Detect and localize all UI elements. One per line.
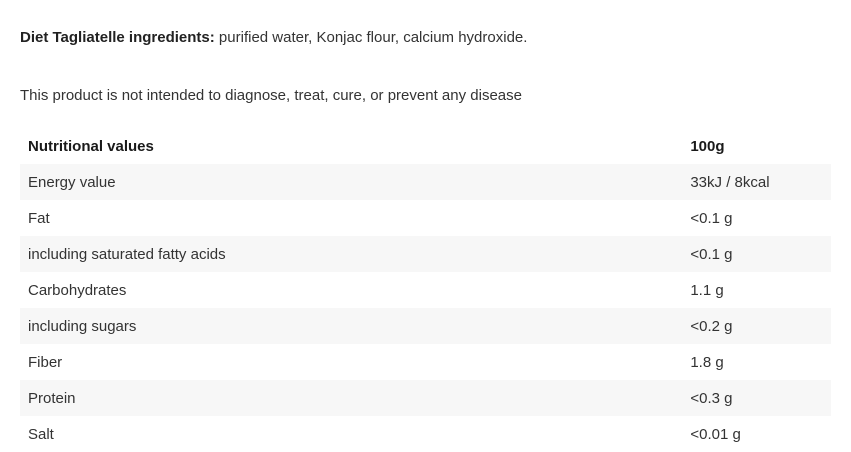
- ingredients-label: Diet Tagliatelle ingredients:: [20, 29, 215, 46]
- row-value: 33kJ / 8kcal: [690, 173, 770, 191]
- table-row: [20, 308, 831, 344]
- row-value: <0.1 g: [690, 245, 733, 263]
- disclaimer-line: This product is not intended to diagnose, treat, cure, or prevent any disease: [20, 87, 522, 104]
- row-value: 1.1 g: [690, 281, 724, 299]
- row-value: <0.01 g: [690, 425, 741, 443]
- table-row: [20, 200, 831, 236]
- table-row: [20, 416, 831, 452]
- row-value: <0.2 g: [690, 317, 733, 335]
- row-label: Fat: [28, 209, 50, 227]
- ingredients-text: purified water, Konjac flour, calcium hydroxide.: [214, 29, 528, 46]
- row-label: including saturated fatty acids: [28, 245, 226, 263]
- table-header-row: [20, 128, 831, 164]
- table-header-amount: 100g: [690, 137, 725, 155]
- row-value: <0.3 g: [690, 389, 733, 407]
- table-row: [20, 344, 831, 380]
- nutritional-values-table: [20, 128, 831, 452]
- table-row: [20, 236, 831, 272]
- row-value: <0.1 g: [690, 209, 733, 227]
- table-body: [20, 128, 831, 452]
- table-row: [20, 380, 831, 416]
- row-label: Protein: [28, 389, 76, 407]
- row-label: Fiber: [28, 353, 63, 371]
- ingredients-line: [0, 15, 851, 48]
- table-header-name: Nutritional values: [28, 137, 154, 155]
- row-label: Energy value: [28, 173, 116, 191]
- row-label: Carbohydrates: [28, 281, 127, 299]
- table-row: [20, 272, 831, 308]
- row-label: including sugars: [28, 317, 137, 335]
- row-value: 1.8 g: [690, 353, 724, 371]
- row-label: Salt: [28, 425, 54, 443]
- table-row: [20, 164, 831, 200]
- nutrition-document: [0, 15, 851, 452]
